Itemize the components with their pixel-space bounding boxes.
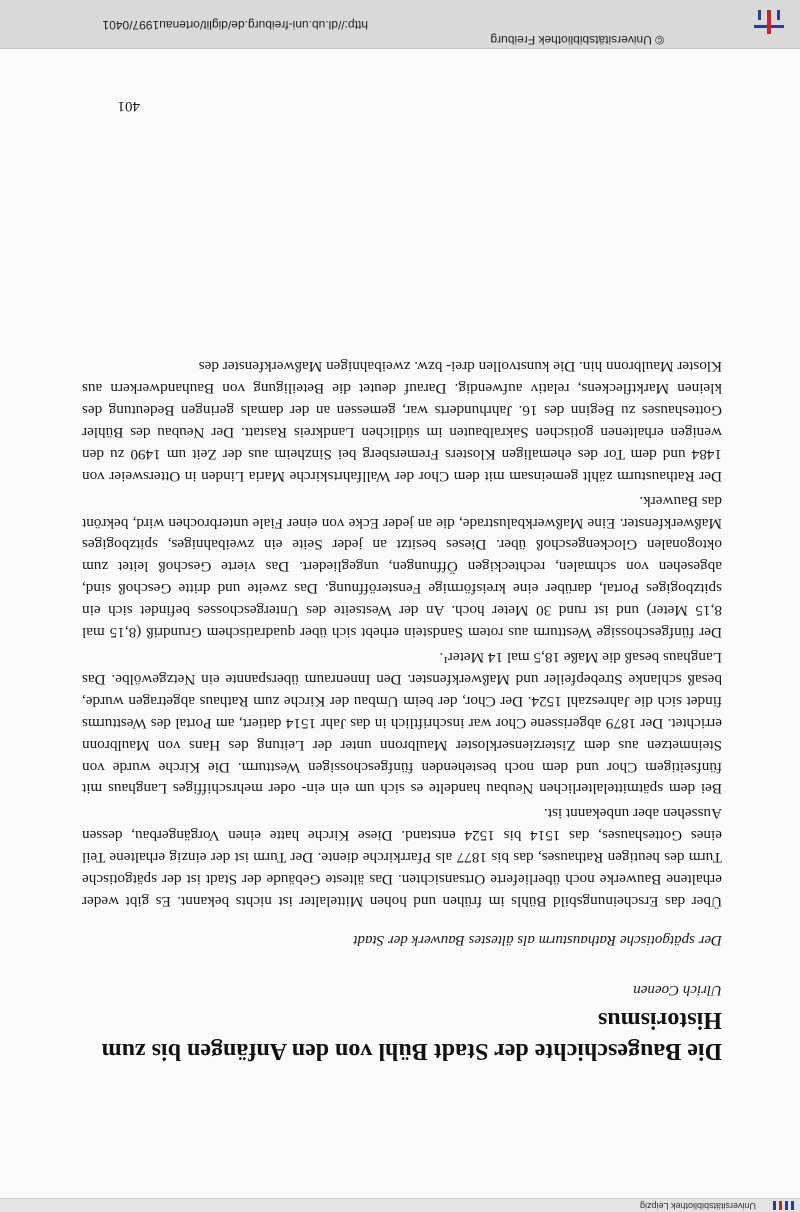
copyright-notice: © Universitätsbibliothek Freiburg xyxy=(490,33,664,47)
article-author: Ulrich Coenen xyxy=(633,982,722,998)
paragraph: Der Rathausturm zählt gemeinsam mit dem Chor der Wallfahrtskirche Maria Linden in Ottersweier von 1484 und dem Tor des ehemaligen Klosters Fremersberg bei Sinzheim aus der Zeit um 1490 zu den wenigen erhaltenen gotischen Sakralbauten im südlichen Landkreis Rastatt. Der Neubau des Bühler Gotteshauses zu Beginn des 16. Jahrhunderts war, gemessen an der damals geringen Bedeutung des kleinen Marktfleckens, relativ aufwendig. Darauf deutet die Beteiligung von Bauhandwerkern aus Kloster Maulbronn hin. Die kunstvollen drei- bzw. zweibahnigen Maßwerkfenster des xyxy=(82,358,722,485)
article-body xyxy=(82,352,722,912)
library-header-bar xyxy=(0,1198,800,1212)
paragraph: Bei dem spätmittelalterlichen Neubau handelte es sich um ein ein- oder mehrschiffiges Langhaus mit fünfseitigem Chor und dem noch bestehenden fünfgeschossigen Westturm. Die Kirche wurde von Steinmetzen aus dem Zisterzienserkloster Maulbronn unter der Leitung des Hans von Maulbronn errichtet. Der 1879 abgerissene Chor war inschriftlich in das Jahr 1514 datiert, am Portal des Westturms findet sich die Jahreszahl 1524. Der Chor, der beim Umbau der Kirche zum Rathaus abgetragen wurde, besaß schlanke Strebepfeiler und Maßwerkfenster. Den Innenraum überspannte ein Netzgewölbe. Das Langhaus besaß die Maße 18,5 mal 14 Meter¹. xyxy=(82,649,722,798)
library-logo-icon xyxy=(772,1201,794,1210)
article-title: Die Baugeschichte der Stadt Bühl von den Anfängen bis zum Historismus xyxy=(101,1006,722,1064)
source-url-link[interactable]: http://dl.ub.uni-freiburg.de/diglit/ortenau1997/0401 xyxy=(102,18,368,32)
paragraph: Über das Erscheinungsbild Bühls im frühen und hohen Mittelalter ist nichts bekannt. Es gibt weder erhaltene Bauwerke noch überlieferte Ortsansichten. Das älteste Gebäude der Stadt ist der spätgotische Turm des heutigen Rathauses, das bis 1877 als Pfarrkirche diente. Der Turm ist der einzig erhaltene Teil eines Gotteshauses, das 1514 bis 1524 entstand. Diese Kirche hatte einen Vorgängerbau, dessen Aussehen aber unbekannt ist. xyxy=(82,805,722,910)
freiburg-library-logo-icon xyxy=(754,10,784,34)
page-number: 401 xyxy=(117,98,140,114)
library-footer-bar xyxy=(0,0,800,49)
section-subtitle: Der spätgotische Rathausturm als ältestes Bauwerk der Stadt xyxy=(353,932,722,948)
paragraph: Der fünfgeschossige Westturm aus rotem Sandstein erhebt sich über quadratischem Grundriß (8,15 mal 8,15 Meter) und ist rund 30 Meter hoch. An der Westseite des Untergeschosses befindet sich ein spitzbogiges Portal, darüber eine kreisförmige Fensteröffnung. Das zweite und dritte Geschoß sind, abgesehen von schmalen, rechteckigen Öffnungen, ungegliedert. Das vierte Geschoß leitet zum oktogonalen Glockengeschoß über. Dieses besitzt an jeder Seite ein zweibahniges, spitzbogiges Maßwerkfenster. Eine Maßwerkbalustrade, die an jeder Ecke von einer Fiale unterbrochen wird, bekrönt das Bauwerk. xyxy=(82,492,722,642)
library-name: Universitätsbibliothek Leipzig xyxy=(639,1201,756,1211)
